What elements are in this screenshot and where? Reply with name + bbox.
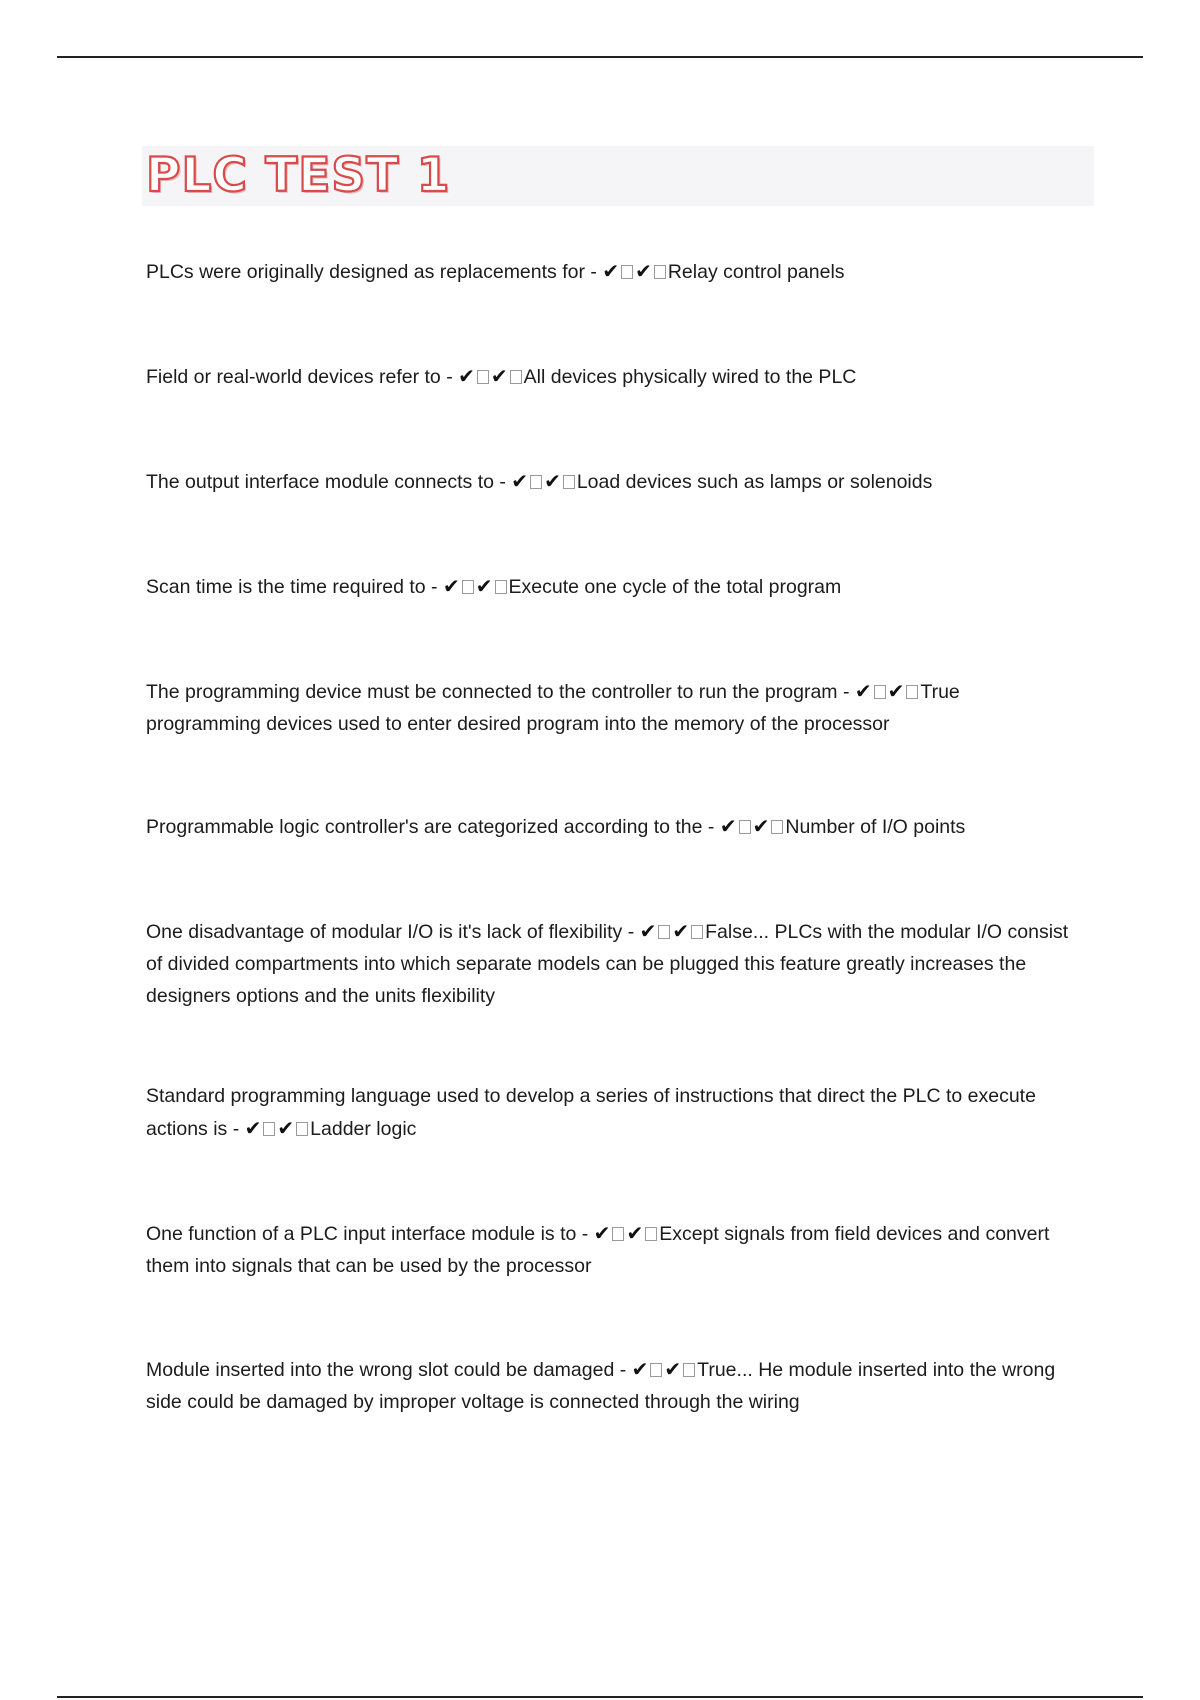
qa-item xyxy=(146,255,1076,288)
qa-item xyxy=(146,1353,1076,1418)
answer-text: True... He module inserted into the wrong side could be damaged by improper voltage is connected through the wiring xyxy=(146,1359,1056,1413)
check-mark-icon: ✔ xyxy=(631,1357,649,1381)
question-text: Scan time is the time required to - xyxy=(146,576,443,598)
qa-item xyxy=(146,360,1076,393)
check-mark-icon: ✔ xyxy=(593,1221,611,1245)
qa-item xyxy=(146,675,1076,740)
check-mark-icon: ✔ xyxy=(626,1221,644,1245)
page-title: PLC TEST 1 xyxy=(146,148,451,203)
box-icon xyxy=(495,580,507,594)
answer-text: Relay control panels xyxy=(667,261,845,283)
answer-text: Except signals from field devices and convert them into signals that can be used by the processor xyxy=(146,1223,1050,1277)
check-mark-icon: ✔ xyxy=(635,259,652,283)
box-icon xyxy=(683,1363,695,1377)
box-icon xyxy=(621,265,633,279)
qa-item xyxy=(146,1217,1076,1282)
box-icon xyxy=(658,925,670,939)
qa-item xyxy=(146,810,1076,843)
answer-marker xyxy=(443,576,509,598)
answer-marker xyxy=(594,1223,660,1245)
answer-text: Execute one cycle of the total program xyxy=(508,576,842,598)
check-mark-icon: ✔ xyxy=(854,679,872,703)
check-mark-icon: ✔ xyxy=(672,919,690,943)
box-icon xyxy=(510,370,522,384)
answer-text: False... PLCs with the modular I/O consist of divided compartments into which separate models can be plugged this feature greatly increases the designers options and the units flexibility xyxy=(146,921,1069,1007)
answer-text: Load devices such as lamps or solenoids xyxy=(576,471,933,493)
answer-marker xyxy=(458,366,524,388)
check-mark-icon: ✔ xyxy=(475,574,493,598)
header-rule xyxy=(57,56,1143,58)
box-icon xyxy=(691,925,703,939)
check-mark-icon: ✔ xyxy=(752,814,770,838)
footer-rule xyxy=(57,1696,1143,1698)
check-mark-icon: ✔ xyxy=(719,814,737,838)
question-text: One disadvantage of modular I/O is it's lack of flexibility - xyxy=(146,921,640,943)
answer-text: True programming devices used to enter desired program into the memory of the processor xyxy=(146,681,960,735)
box-icon xyxy=(654,265,666,279)
question-text: Standard programming language used to develop a series of instructions that direct the PLC to execute actions is - xyxy=(146,1085,1036,1140)
box-icon xyxy=(263,1122,275,1136)
answer-marker xyxy=(245,1118,311,1140)
answer-marker xyxy=(511,471,577,493)
check-mark-icon: ✔ xyxy=(887,679,905,703)
box-icon xyxy=(477,370,489,384)
check-mark-icon: ✔ xyxy=(490,364,508,388)
answer-text: Number of I/O points xyxy=(785,816,966,838)
answer-marker xyxy=(855,681,921,703)
box-icon xyxy=(739,820,751,834)
qa-item xyxy=(146,465,1076,498)
qa-item xyxy=(146,1080,1076,1145)
check-mark-icon: ✔ xyxy=(602,259,620,283)
question-text: Field or real-world devices refer to - xyxy=(146,366,459,388)
box-icon xyxy=(563,475,575,489)
answer-marker xyxy=(632,1359,698,1381)
box-icon xyxy=(530,475,542,489)
qa-item xyxy=(146,915,1076,1012)
answer-text: All devices physically wired to the PLC xyxy=(523,366,857,388)
answer-marker xyxy=(720,816,786,838)
question-text: The output interface module connects to - xyxy=(146,471,512,493)
check-mark-icon: ✔ xyxy=(442,574,460,598)
question-text: Module inserted into the wrong slot could be damaged - xyxy=(146,1359,632,1381)
box-icon xyxy=(612,1227,624,1241)
answer-text: Ladder logic xyxy=(310,1118,417,1140)
question-text: PLCs were originally designed as replacements for - xyxy=(146,261,603,283)
answer-marker xyxy=(640,921,706,943)
check-mark-icon: ✔ xyxy=(244,1116,262,1140)
check-mark-icon: ✔ xyxy=(544,469,561,493)
box-icon xyxy=(874,685,886,699)
box-icon xyxy=(650,1363,662,1377)
title-band xyxy=(142,146,1094,206)
question-text: Programmable logic controller's are categorized according to the - xyxy=(146,816,720,838)
qa-item xyxy=(146,570,1076,603)
check-mark-icon: ✔ xyxy=(458,364,475,388)
check-mark-icon: ✔ xyxy=(664,1357,682,1381)
box-icon xyxy=(462,580,474,594)
check-mark-icon: ✔ xyxy=(511,469,529,493)
check-mark-icon: ✔ xyxy=(277,1116,295,1140)
box-icon xyxy=(771,820,783,834)
check-mark-icon: ✔ xyxy=(639,919,657,943)
question-text: The programming device must be connected to the controller to run the program - xyxy=(146,681,855,703)
box-icon xyxy=(296,1122,308,1136)
box-icon xyxy=(906,685,918,699)
question-text: One function of a PLC input interface module is to - xyxy=(146,1223,594,1245)
box-icon xyxy=(645,1227,657,1241)
answer-marker xyxy=(602,261,668,283)
